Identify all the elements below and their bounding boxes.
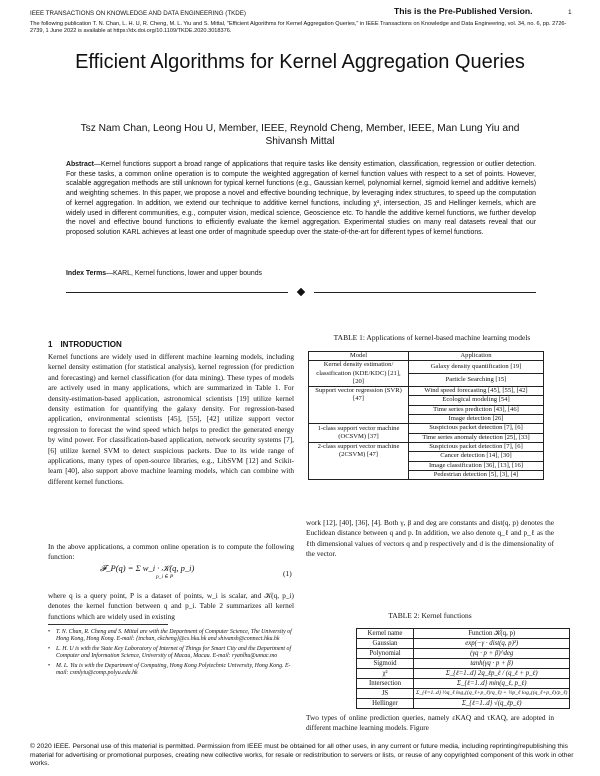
- table1-app-cell: Suspicious packet detection [7], [6]: [409, 442, 544, 451]
- equation-1: [100, 563, 292, 583]
- table1-app-cell: Ecological modeling [54]: [409, 396, 544, 405]
- table2-function-cell: Σ_{ℓ=1..d} 2q_ℓp_ℓ / (q_ℓ + p_ℓ): [414, 669, 570, 679]
- table1-model-cell: Support vector regression (SVR) [47]: [309, 387, 409, 424]
- table1-app-cell: Particle Searching [15]: [409, 374, 544, 387]
- intro-paragraph-1: Kernel functions are widely used in different machine learning models, including kernel density estimation (for statistical analysis), kernel regression (for prediction and forecasting) and kernel classification (for data mining). These types of models are actively used in many applications, which are summarized in Table 1. For density-estimation-based application, astronomical scientists [19] utilize kernel density estimation for quantifying the galaxy density. For regression-based application, environmental scientists [45], [55], [42] utilize support vector regression to forecast the wind speed which helps to predict the generated energy by wind power. For classification-based application, network security systems [7], [6] utilize kernel SVM to detect suspicious packets. Due to its wide range of applications, many types of open-source libraries, e.g., LibSVM [12] and Scikit-learn [40], also support above machine learning models, which can combine with different kernel functions.: [48, 352, 294, 486]
- version-note: This is the Pre-Published Version.: [394, 6, 533, 16]
- table1-app-cell: Image classification [36], [13], [16]: [409, 461, 544, 470]
- table1-app-cell: Pedestrian detection [5], [3], [4]: [409, 470, 544, 479]
- diamond-icon: [297, 288, 305, 296]
- table1-app-cell: Time series anomaly detection [25], [33]: [409, 433, 544, 442]
- table1-model-cell: Kernel density estimation/ classification (KDE/KDC) [21], [20]: [309, 361, 409, 387]
- table2-name-cell: Hellinger: [357, 699, 414, 709]
- table1-model-cell: 1-class support vector machine (OCSVM) [37]: [309, 424, 409, 443]
- table2-function-cell: Σ_{ℓ=1..d} √(q_ℓp_ℓ): [414, 699, 570, 709]
- table2-name-cell: χ²: [357, 669, 414, 679]
- table2-function-cell: (γq · p + β)^deg: [414, 649, 570, 659]
- table1-app-cell: Suspicious packet detection [7], [6]: [409, 424, 544, 433]
- footnote-rule: [48, 624, 168, 625]
- table1-app-cell: Wind speed forecasting [45], [55], [42]: [409, 387, 544, 396]
- paper-title: Efficient Algorithms for Kernel Aggregation Queries: [75, 51, 525, 73]
- copyright-notice: © 2020 IEEE. Personal use of this material is permitted. Permission from IEEE must be obtained for all other uses, in any current or future media, including reprinting/republishing this material for advertising or promotional purposes, creating new collective works, for resale or redistribution to servers or lists, or reuse of any copyrighted component of this work in other works.: [30, 743, 574, 768]
- index-terms-label: Index Terms: [66, 270, 107, 277]
- table2-header-function: Function 𝒦(q, p): [414, 629, 570, 639]
- table2-function-cell: Σ_{ℓ=1..d} min(q_ℓ, p_ℓ): [414, 679, 570, 689]
- intro-paragraph-3: where q is a query point, P is a dataset of points, w_i is scalar, and 𝒦(q, p_i) denotes the kernel function between q and p_i. Table 2 summarizes all kernel functions which are widely used in existing: [48, 591, 294, 621]
- table1-app-cell: Cancer detection [14], [30]: [409, 452, 544, 461]
- index-terms: [66, 270, 536, 277]
- table1-header-application: Application: [409, 352, 544, 361]
- equation-label: (1): [283, 569, 292, 578]
- table2-function-cell: Σ_{ℓ=1..d} ½q_ℓ log₂((q_ℓ+p_ℓ)/q_ℓ) + ½p_ℓ log₂((q_ℓ+p_ℓ)/p_ℓ): [414, 689, 570, 699]
- abstract-label: Abstract: [66, 161, 94, 168]
- intro-paragraph-2: In the above applications, a common online operation is to compute the following function:: [48, 542, 294, 562]
- journal-header: IEEE TRANSACTIONS ON KNOWLEDGE AND DATA ENGINEERING (TKDE): [30, 10, 246, 17]
- table2-name-cell: JS: [357, 689, 414, 699]
- page-number: 1: [568, 9, 572, 16]
- table1-header-model: Model: [309, 352, 409, 361]
- paper-authors: Tsz Nam Chan, Leong Hou U, Member, IEEE, Reynold Cheng, Member, IEEE, Man Lung Yiu and Shivansh Mittal: [80, 123, 520, 147]
- index-terms-text: —KARL, Kernel functions, lower and upper bounds: [106, 270, 262, 277]
- table1-model-cell: 2-class support vector machine (2CSVM) [47]: [309, 442, 409, 479]
- table2-name-cell: Gaussian: [357, 639, 414, 649]
- table1-app-cell: Time series prediction [43], [46]: [409, 405, 544, 414]
- table1-caption: TABLE 1: Applications of kernel-based machine learning models: [333, 333, 531, 342]
- table2-name-cell: Intersection: [357, 679, 414, 689]
- footnotes: [48, 629, 294, 679]
- footnote: • T. N. Chan, R. Cheng and S. Mittal are with the Department of Computer Science, The University of Hong Kong, Hong Kong. E-mail: {tnchan, ckcheng}@cs.hku.hk and shivansh@connect.hku.hk: [48, 629, 294, 644]
- section-number: 1: [48, 340, 53, 349]
- table2-caption: TABLE 2: Kernel functions: [388, 611, 472, 620]
- table2-function-cell: exp(−γ · dist(q, p)²): [414, 639, 570, 649]
- equation-subscript: p_i ∈ P: [156, 574, 174, 580]
- section-heading: [48, 340, 294, 349]
- equation-rhs: Σ w_i · 𝒦(q, p_i): [135, 563, 195, 573]
- abstract-text: —Kernel functions support a broad range of applications that require tasks like density estimation, classification, regression or outlier detection. For these tasks, a common online operation is to compute the weighted aggregation of kernel function values with respect to a set of points. However, scalable aggregation methods are still unknown for typical kernel functions (e.g., Gaussian kernel, polynomial kernel, sigmoid kernel and additive kernels) and weighting schemes. In this paper, we propose a novel and effective bounding technique, by leveraging index structures, to speed up the computation of kernel aggregation. In addition, we extend our technique to additive kernel functions, including χ², intersection, JS and Hellinger kernels, which are widely used in different communities, e.g., computer vision, medical science, Geoscience etc. To handle the additive kernel functions, we further develop the novel and effective bound functions to efficiently evaluate the kernel aggregation. Experimental studies on many real datasets reveal that our proposed solution KARL achieves at least one order of magnitude speedup over the state-of-the-art for different types of kernel functions.: [66, 161, 536, 236]
- right-paragraph-2: Two types of online prediction queries, namely εKAQ and τKAQ, are adopted in different machine learning models. Figure: [306, 713, 554, 733]
- table2-name-cell: Polynomial: [357, 649, 414, 659]
- publication-note: The following publication T. N. Chan, L. H. U, R. Cheng, M. L. Yiu and S. Mittal, "Efficient Algorithms for Kernel Aggregation Queries," in IEEE Transactions on Knowledge and Data Engineering, vol. 34, no. 6, pp. 2726-2739, 1 June 2022 is available at https://dx.doi.org/10.1109/TKDE.2020.3018376.: [30, 21, 567, 35]
- right-paragraph-1: work [12], [40], [36], [4]. Both γ, β and deg are constants and dist(q, p) denotes the Euclidean distance between q and p. In addition, we also denote q_ℓ and p_ℓ as the ℓth dimensional values of vectors q and p respectively and d is the dimensionality of the vector.: [306, 518, 554, 559]
- footnote: • L. H. U is with the State Key Laboratory of Internet of Things for Smart City and the Department of Computer and Information Science, University of Macau, Macau. E-mail: ryanlhu@umac.mo: [48, 646, 294, 661]
- footnote: • M. L. Yiu is with the Department of Computing, Hong Kong Polytechnic University, Hong Kong. E-mail: csmlyiu@comp.polyu.edu.hk: [48, 663, 294, 678]
- table2: [356, 628, 570, 709]
- equation-lhs: 𝓕_P(q) =: [100, 563, 136, 573]
- table1-app-cell: Galaxy density quantification [19]: [409, 361, 544, 374]
- table1: [308, 351, 544, 480]
- section-title: INTRODUCTION: [60, 340, 122, 349]
- table1-app-cell: Image detection [26]: [409, 415, 544, 424]
- section-divider: [66, 287, 536, 297]
- table2-name-cell: Sigmoid: [357, 659, 414, 669]
- abstract: [66, 160, 536, 238]
- table2-header-name: Kernel name: [357, 629, 414, 639]
- table2-function-cell: tanh(γq · p + β): [414, 659, 570, 669]
